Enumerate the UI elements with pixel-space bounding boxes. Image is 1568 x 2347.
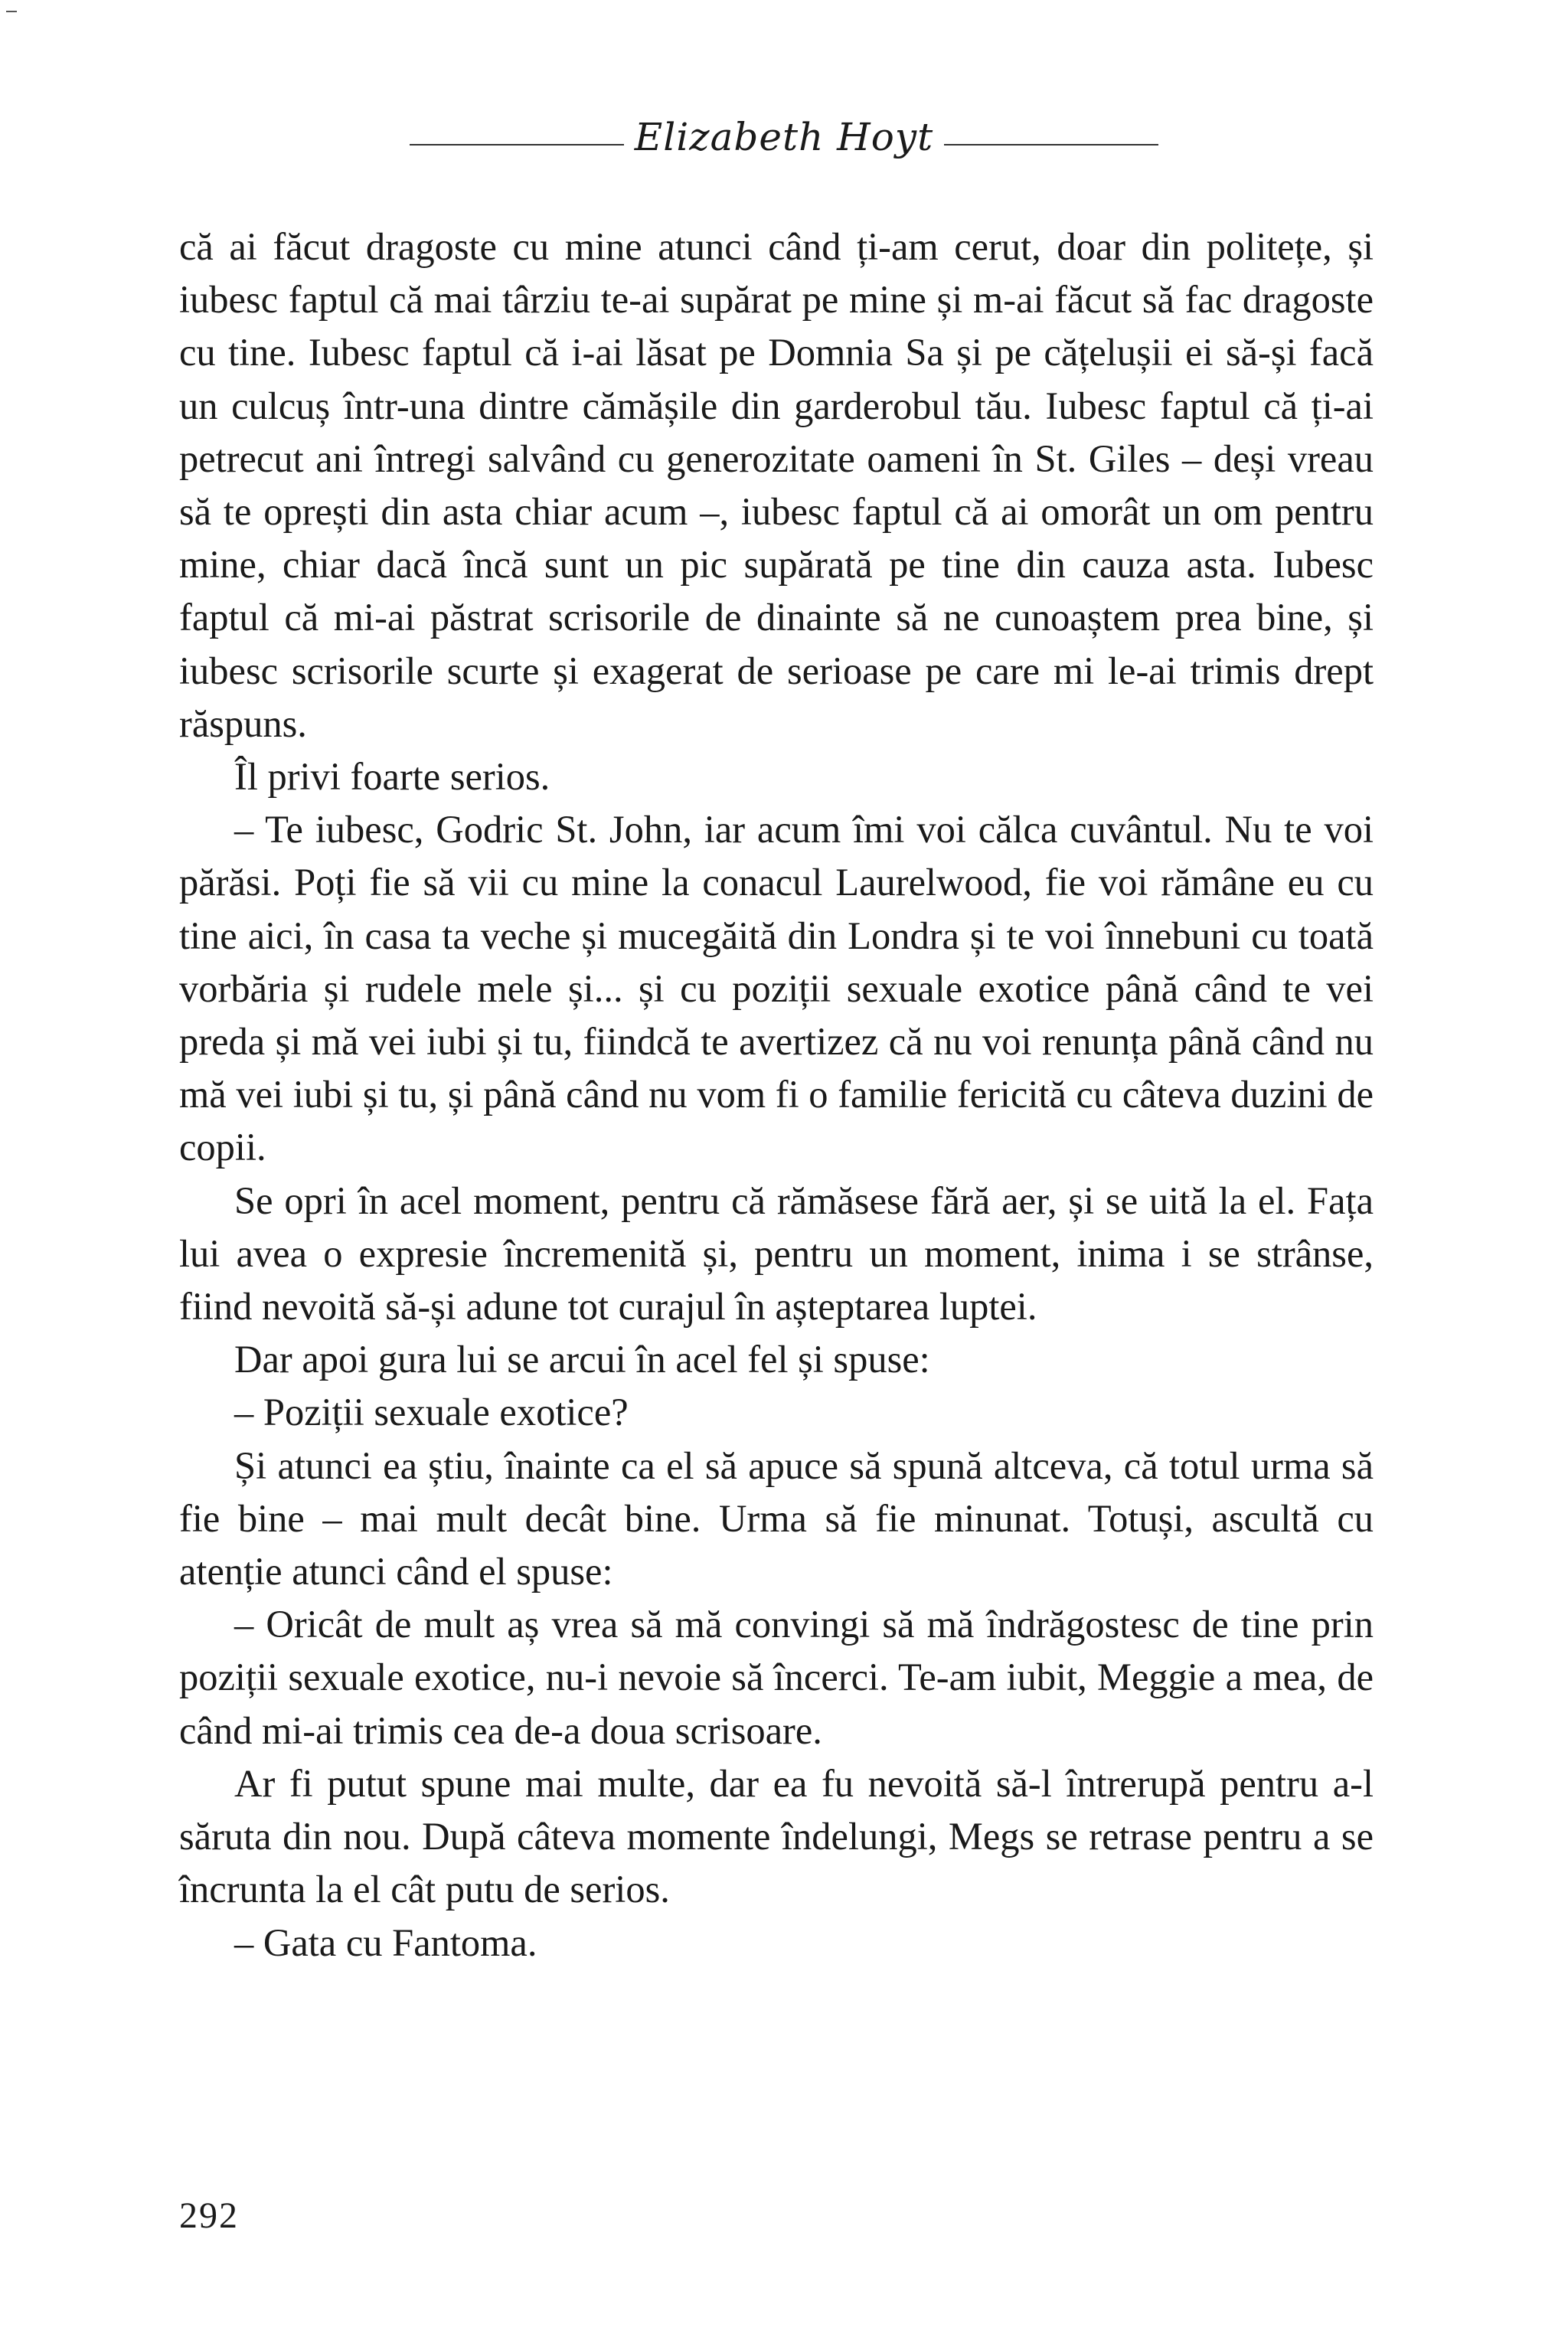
page-number: 292: [179, 2195, 239, 2236]
paragraph: Îl privi foarte serios.: [234, 755, 550, 799]
paragraph: Ar fi putut spune mai multe, dar ea fu nevoită să-l întrerupă pentru a-l săruta din nou. După câteva momente îndelungi, Megs se retrase pentru a se încrunta la el cât putu de serios.: [179, 1761, 1374, 1911]
body-text: [179, 221, 1374, 1969]
paragraph: – Poziții sexuale exotice?: [234, 1391, 629, 1434]
paragraph: Se opri în acel moment, pentru că rămăsese fără aer, și se uită la el. Fața lui avea o expresie încremenită și, pentru un moment, inima i se strânse, fiind nevoită să-și adune tot curajul în așteptarea luptei.: [179, 1178, 1374, 1329]
paragraph: Și atunci ea știu, înainte ca el să apuce să spună altceva, că totul urma să fie bine – mai mult decât bine. Urma să fie minunat. Totuși, ascultă cu atenție atunci când el spuse:: [179, 1443, 1374, 1594]
paragraph: – Te iubesc, Godric St. John, iar acum îmi voi călca cuvântul. Nu te voi părăsi. Poți fie să vii cu mine la conacul Laurelwood, fie voi rămâne eu cu tine aici, în casa ta veche și mucegăită din Londra și te voi înnebuni cu toată vorbăria și rudele mele și... și cu poziții sexuale exotice până când te vei preda și mă vei iubi și tu, fiindcă te avertizez că nu voi renunța până când nu mă vei iubi și tu, și până când nu vom fi o familie fericită cu câteva duzini de copii.: [179, 808, 1374, 1169]
running-title: Elizabeth Hoyt: [634, 115, 934, 159]
paragraph: că ai făcut dragoste cu mine atunci când ți-am cerut, doar din politețe, și iubesc faptul că mai târziu te-ai supărat pe mine și m-ai făcut să fac dragoste cu tine. Iubesc faptul că i-ai lăsat pe Domnia Sa și pe cățelușii ei să-și facă un culcuș într-una dintre cămășile din garderobul tău. Iubesc faptul că ți-ai petrecut ani întregi salvând cu generozitate oameni în St. Giles – deși vreau să te oprești din asta chiar acum –, iubesc faptul că ai omorât un om pentru mine, chiar dacă încă sunt un pic supărată pe tine din cauza asta. Iubesc faptul că mi-ai păstrat scrisorile de dinainte să ne cunoaștem prea bine, și iubesc scrisorile scurte și exagerat de serioase pe care mi le-ai trimis drept răspuns.: [179, 225, 1374, 745]
header-rule-left: [410, 144, 624, 145]
paragraph: – Gata cu Fantoma.: [234, 1920, 537, 1964]
running-header: [0, 115, 1568, 159]
header-rule-right: [944, 144, 1158, 145]
paragraph: Dar apoi gura lui se arcui în acel fel și spuse:: [234, 1338, 930, 1381]
edge-mark: [6, 11, 17, 12]
paragraph: – Oricât de mult aș vrea să mă convingi să mă îndrăgostesc de tine prin poziții sexuale exotice, nu-i nevoie să încerci. Te-am iubit, Meggie a mea, de când mi-ai trimis cea de-a doua scrisoare.: [179, 1603, 1374, 1752]
